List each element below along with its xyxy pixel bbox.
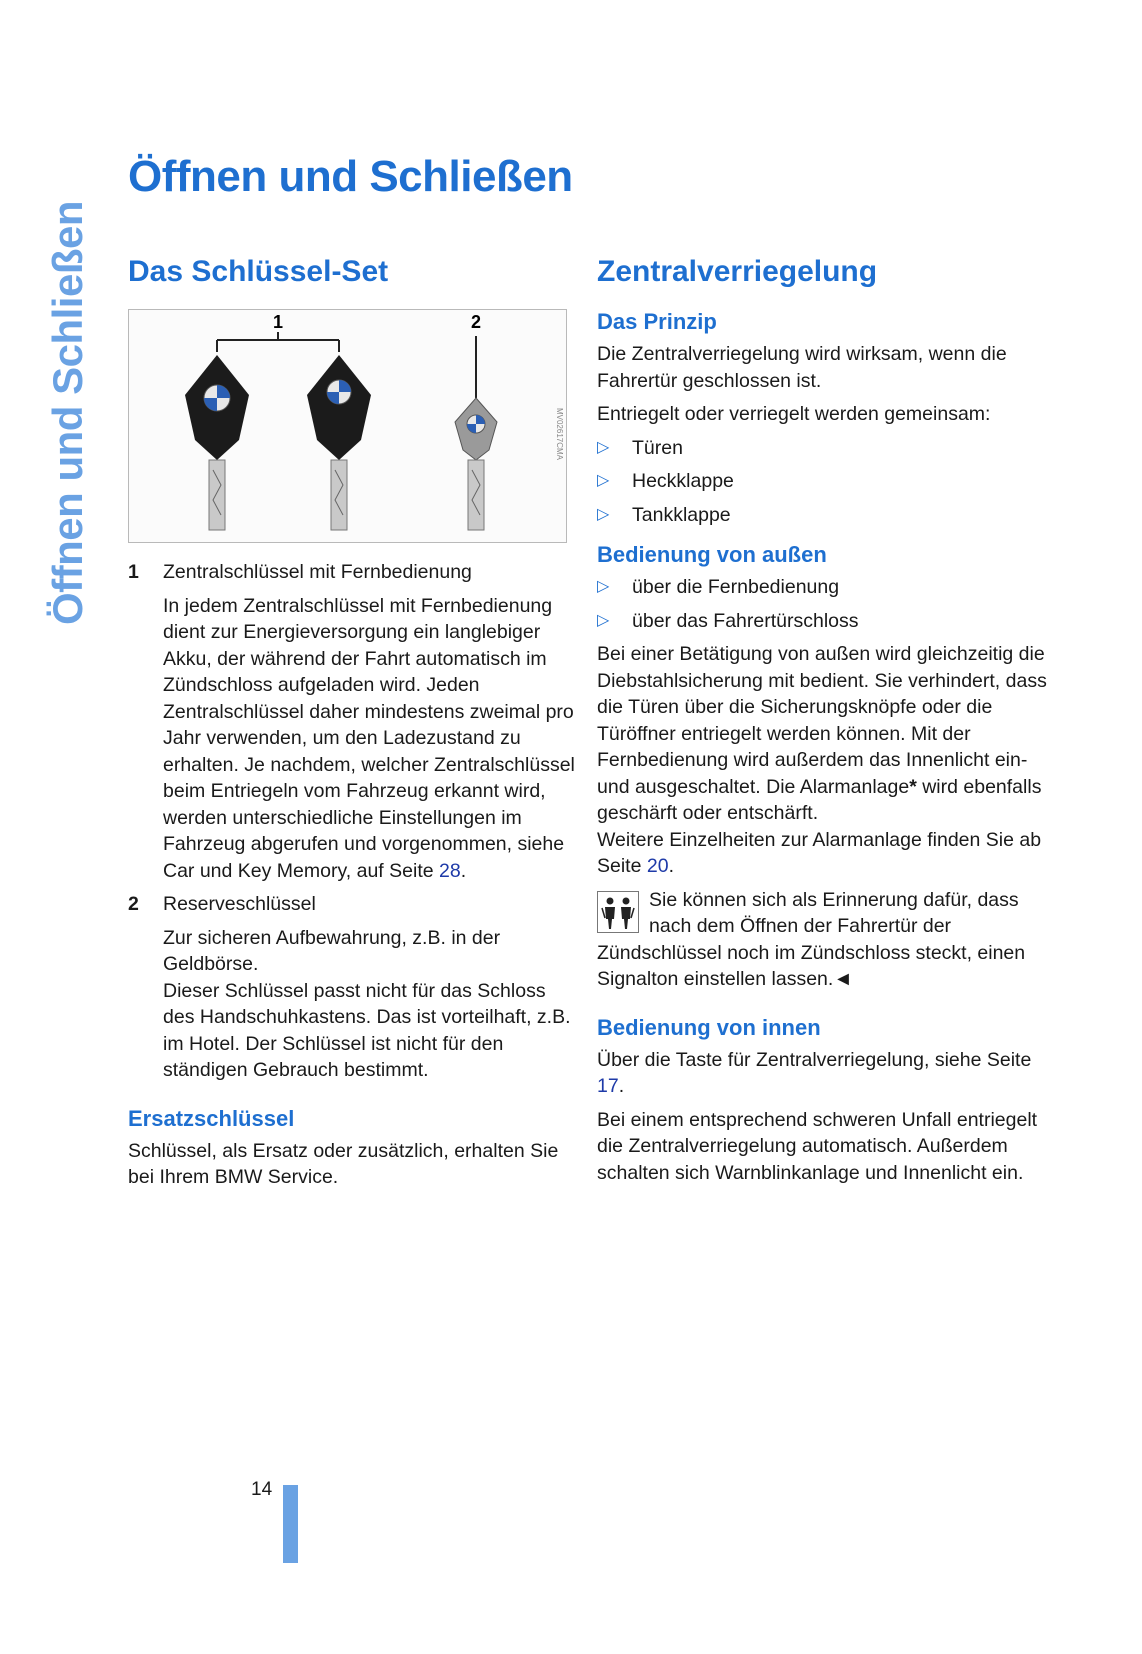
list-item-text: Tankklappe — [632, 503, 731, 526]
item-1-period: . — [460, 859, 467, 882]
list-item-text: Türen — [632, 436, 683, 459]
inside-text-1 — [597, 1047, 1047, 1100]
remote-key-2 — [307, 355, 371, 530]
left-column — [128, 255, 578, 1198]
inside-text-2: Bei einem entsprechend schweren Unfall entriegelt die Zentralverriegelung automatisch. Außerdem schalten sich Warnblinkanlage und Innenlicht ein. — [597, 1108, 1038, 1184]
bullet-triangle-icon: ▷ — [597, 578, 610, 595]
period: . — [668, 855, 674, 877]
asterisk-mark: * — [909, 775, 917, 798]
outside-operation-heading: Bedienung von außen — [597, 542, 827, 567]
spare-key — [455, 398, 497, 530]
page-link-28[interactable]: 28 — [439, 859, 461, 882]
figure-label-2: 2 — [470, 312, 482, 332]
remote-key-1 — [185, 355, 249, 530]
page-number: 14 — [251, 1479, 273, 1500]
item-2 — [128, 891, 578, 918]
principle-list — [597, 435, 1047, 529]
central-locking-heading: Zentralverriegelung — [597, 255, 878, 288]
principle-heading: Das Prinzip — [597, 309, 717, 334]
list-item-text: über das Fahrertürschloss — [632, 609, 859, 632]
outside-text-1 — [597, 641, 1047, 827]
outside-ref: Weitere Einzelheiten zur Alarmanlage finden Sie ab Seite — [597, 828, 1042, 877]
principle-text-2: Entriegelt oder verriegelt werden gemeinsam: — [597, 403, 991, 425]
note-body: Sie können sich als Erinnerung dafür, dass nach dem Öffnen der Fahrertür der Zündschlüssel noch im Zündschloss steckt, einen Signalton einstellen lassen. — [597, 888, 1026, 990]
keys-illustration — [129, 310, 566, 542]
key-set-figure — [128, 309, 567, 543]
bullet-triangle-icon: ▷ — [597, 505, 610, 523]
page-bar — [283, 1485, 298, 1563]
side-title: Öffnen und Schließen — [44, 200, 91, 625]
inside-ref: Über die Taste für Zentralverriegelung, siehe Seite — [597, 1048, 1032, 1071]
bullet-triangle-icon: ▷ — [597, 611, 610, 629]
period: . — [618, 1075, 625, 1097]
page-link-20[interactable]: 20 — [646, 855, 669, 877]
figure-code: MV02617CMA — [555, 407, 564, 460]
page-title: Öffnen und Schließen — [128, 152, 573, 201]
item-title: Reserveschlüssel — [163, 893, 316, 915]
spare-key-heading: Ersatzschlüssel — [128, 1105, 295, 1131]
outside-list — [597, 574, 1047, 634]
outside-body: Bei einer Betätigung von außen wird gleichzeitig die Diebstahlsicherung mit bedient. Sie verhindert, dass die Türen über die Sicherungsknöpfe oder die Türöffner entriegelt werden können. Mit der Fernbedienung wird außerdem das Innenlicht ein- und ausgeschaltet. Die Alarmanlage — [597, 643, 1047, 798]
people-note-icon — [597, 891, 639, 933]
key-set-heading: Das Schlüssel-Set — [128, 255, 389, 288]
page-link-17[interactable]: 17 — [597, 1075, 619, 1097]
list-item — [597, 574, 1047, 601]
item-1-body: In jedem Zentralschlüssel mit Fernbedienung dient zur Energieversorgung ein langlebiger Akku, der während der Fahrt automatisch im Zündschloss aufgeladen wird. Jeden Zentralschlüssel daher mindestens zweimal pro Jahr verwenden, um den Ladezustand zu erhalten. Je nachdem, welcher Zentralschlüssel beim Entriegeln vom Fahrzeug erkannt wird, werden unterschiedliche Einstellungen im Fahrzeug abgerufen und vorgenommen, siehe Car und Key Memory, auf Seite — [163, 594, 575, 882]
item-number: 2 — [128, 893, 139, 915]
outside-text-2 — [597, 827, 1047, 880]
list-item-text: Heckklappe — [632, 470, 734, 492]
item-2-text2: Dieser Schlüssel passt nicht für das Schloss des Handschuhkastens. Das ist vorteilhaft, z.B. im Hotel. Der Schlüssel ist nicht für den ständigen Gebrauch bestimmt. — [163, 979, 571, 1081]
list-item — [597, 468, 1047, 495]
list-item-text: über die Fernbedienung — [632, 576, 840, 598]
right-column — [597, 255, 1047, 1193]
spare-key-text: Schlüssel, als Ersatz oder zusätzlich, erhalten Sie bei Ihrem BMW Service. — [128, 1139, 559, 1188]
note-block — [597, 887, 1047, 993]
list-item — [597, 502, 1047, 529]
inside-operation-heading: Bedienung von innen — [597, 1014, 821, 1040]
item-1 — [128, 559, 578, 586]
end-mark-icon: ◄ — [833, 968, 853, 990]
item-number: 1 — [128, 561, 139, 583]
note-text — [597, 887, 1047, 993]
bullet-triangle-icon: ▷ — [597, 472, 610, 489]
outside-body-end: wird ebenfalls geschärft oder entschärft. — [597, 775, 1042, 824]
item-2-text1: Zur sicheren Aufbewahrung, z.B. in der Geldbörse. — [163, 926, 501, 975]
figure-label-1: 1 — [272, 312, 284, 332]
bullet-triangle-icon: ▷ — [597, 438, 610, 456]
item-title: Zentralschlüssel mit Fernbedienung — [163, 561, 472, 583]
list-item — [597, 435, 1047, 462]
list-item — [597, 608, 1047, 635]
item-1-text — [128, 593, 578, 885]
principle-text-1: Die Zentralverriegelung wird wirksam, wenn die Fahrertür geschlossen ist. — [597, 343, 1007, 392]
